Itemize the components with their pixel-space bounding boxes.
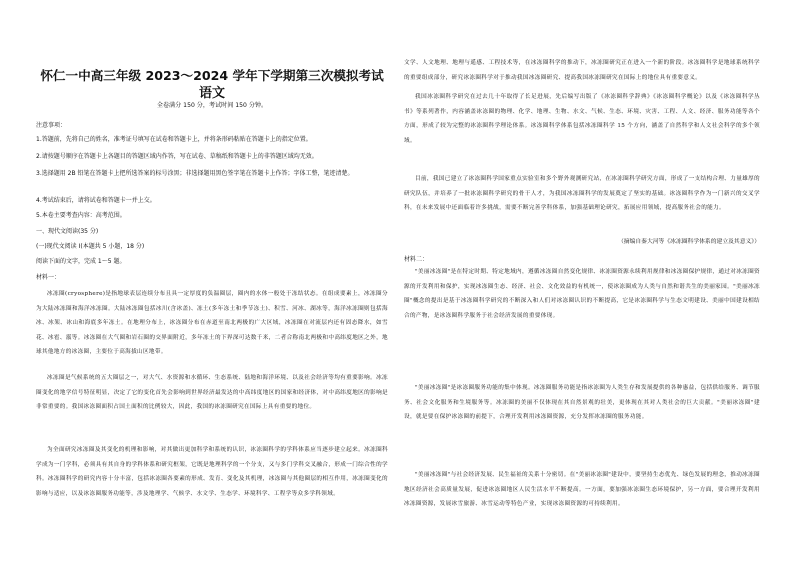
note-item: 5.本卷主要考查内容：高考范围。 (36, 212, 126, 219)
citation: （摘编自秦大河等《冰冻圈科学体系的建立及其意义》） (617, 239, 760, 245)
material-label: 材料一： (36, 274, 61, 281)
material-label: 材料二： (404, 256, 429, 263)
note-item: 1.答题前，先将自己的姓名，准考证号填写在试卷和答题卡上，并将条形码粘贴在答题卡上的指定位置。 (36, 136, 312, 143)
notes-heading: 注意事项： (36, 122, 67, 129)
material1-paragraph: 为全面研究冰冻圈及其变化的机理和影响，对其做出更加科学和系统的认识，冰冻圈科学的学科体系应当逐步建立起来。冰冻圈科学成为一门学科，必须具有其自身的学科体系和研究框架，它既是地理科学的一个分支，又与多门学科交叉融合，形成一门综合性的学科。冰冻圈科学的研究内容十分丰富，包括冰冻圈各要素的形成、发育、变化及其机理，冰冻圈与其他圈层的相互作用，冰冻圈变化的影响与适应，以及冰冻圈服务功能等，涉及地理学、气候学、水文学、生态学、环境科学、工程学等众多学科领域。 (36, 447, 388, 497)
note-item: 4.考试结束后，请将试卷和答题卡一并上交。 (36, 197, 156, 204)
material1-paragraph: 冰冻圈是气候系统的五大圈层之一，对大气、水资源和水循环、生态系统、陆地和海洋环境、以及社会经济等均有重要影响。冰冻圈变化的地学信号特征明显，决定了它的变化首先会影响到世界经济最发达的中高纬度地区的国家和经济体，对中高纬度地区的影响是非常重要的。我国冰冻圈面积占国土面积的比例较大，因此，我国的冰冻圈研究在国际上具有重要的地位。 (36, 375, 388, 411)
exam-meta: 全卷满分 150 分，考试时间 150 分钟。 (156, 102, 268, 109)
material1-paragraph: 目前，我国已建立了冰冻圈科学国家重点实验室和多个野外观测研究站，在冰冻圈科学研究方面，形成了一支结构合理、力量雄厚的研究队伍，并培养了一批冰冻圈科学研究的骨干人才，为我国冰冻圈科学的发展奠定了坚实的基础。冰冻圈科学作为一门新兴的交叉学科，在未来发展中还面临着许多挑战，需要不断完善学科体系，加强基础理论研究，拓展应用领域，提高服务社会的能力。 (404, 176, 760, 212)
subject-title: 语文 (198, 86, 225, 101)
note-item: 2.请按题号顺序在答题卡上各题目的答题区域内作答，写在试卷、草稿纸和答题卡上的非答题区域均无效。 (36, 153, 318, 160)
material1-continued: 文学、人文地理、地理与遥感、工程技术等，在冰冻圈科学的推动下，冰冻圈研究正在进入一个新的阶段。冰冻圈科学是地球系统科学的重要组成部分，研究冰冻圈科学对于推动我国冰冻圈研究、提高我国冰冻圈研究在国际上的地位具有重要意义。 (404, 60, 760, 81)
material2-paragraph: "美丽冰冻圈"是在特定时期、特定地域内，遵循冰冻圈自然变化规律、冰冻圈资源永续利用规律和冰冻圈保护规律，通过对冰冻圈资源的开发利用和保护，实现冰冻圈生态、经济、社会、文化效益的有机统一，使冰冻圈成为人类与自然和谐共生的美丽家园。"美丽冰冻圈"概念的提出是基于冰冻圈科学研究的不断深入和人们对冰冻圈认识的不断提高，它是冰冻圈科学与生态文明建设、美丽中国建设相结合的产物，是冰冻圈科学服务于社会经济发展的重要体现。 (404, 269, 760, 319)
left-column (36, 0, 388, 562)
note-item: 3.选择题用 2B 铅笔在答题卡上把所选答案的标号涂黑；非选择题用黑色签字笔在答题卡上作答；字体工整，笔迹清楚。 (36, 170, 354, 177)
material2-paragraph: "美丽冰冻圈"与社会经济发展、民生福祉的关系十分密切。在"美丽冰冻圈"建设中，要坚持生态优先、绿色发展的理念，推动冰冻圈地区经济社会高质量发展，促进冰冻圈地区人民生活水平不断提高。一方面，要加强冰冻圈生态环境保护，另一方面，要合理开发利用冰冻圈资源，发展冰雪旅游、冰雪运动等特色产业，实现冰冻圈资源的可持续利用。 (404, 472, 760, 508)
material1-paragraph: 冰冻圈(cryosphere)是指地球表层连续分布且具一定厚度的负温圈层，圈内的水体一般处于冻结状态。在组成要素上，冰冻圈分为大陆冰冻圈和海洋冰冻圈。大陆冰冻圈包括冰川(含冰盖)、冻土(多年冻土和季节冻土)、积雪、河冰、湖冰等，海洋冰冻圈则包括海冰、冰架、冰山和海底多年冻土。在地理分布上，冰冻圈分布在赤道至南北两极的广大区域，冰冻圈在对流层内还有固态降水，如雪花、冰雹、霰等。冰冻圈在大气圈和岩石圈的交界面附近，多年冻土的下界深可达数千米，二者合称南北两极和中高纬度地区之外，地球其他地方的冰冻圈，主要位于高海拔山区地带。 (36, 291, 388, 356)
section-instruction: 阅读下面的文字，完成 1～5 题。 (36, 258, 126, 265)
section-sub: (一)现代文阅读 I(本题共 5 小题，18 分) (36, 243, 145, 250)
section-part: 一、现代文阅读(35 分) (36, 228, 99, 235)
material1-paragraph: 我国冰冻圈科学研究在过去几十年取得了长足进展，先后编写出版了《冰冻圈科学辞典》《冰冻圈科学概论》以及《冰冻圈科学丛书》等系列著作，内容涵盖冰冻圈的物理、化学、地理、生物、水文、气候、生态、环境、灾害、工程、人文、经济、服务功能等各个方面，形成了较为完整的冰冻圈科学理论体系。冰冻圈科学体系包括冰冻圈科学 15 个方向，涵盖了自然科学和人文社会科学的多个领域。 (404, 94, 760, 144)
exam-title: 怀仁一中高三年级 2023～2024 学年下学期第三次模拟考试 (40, 68, 384, 83)
material2-paragraph: "美丽冰冻圈"是冰冻圈服务功能的集中体现。冰冻圈服务功能是指冰冻圈为人类生存和发展提供的各种惠益，包括供给服务、调节服务、社会文化服务和生境服务等。冰冻圈的美丽不仅体现在其自然景观的壮美，更体现在其对人类社会的巨大贡献。"美丽冰冻圈"建设，就是要在保护冰冻圈的前提下，合理开发利用冰冻圈资源，充分发挥冰冻圈的服务功能。 (404, 385, 760, 421)
right-column (404, 0, 760, 562)
